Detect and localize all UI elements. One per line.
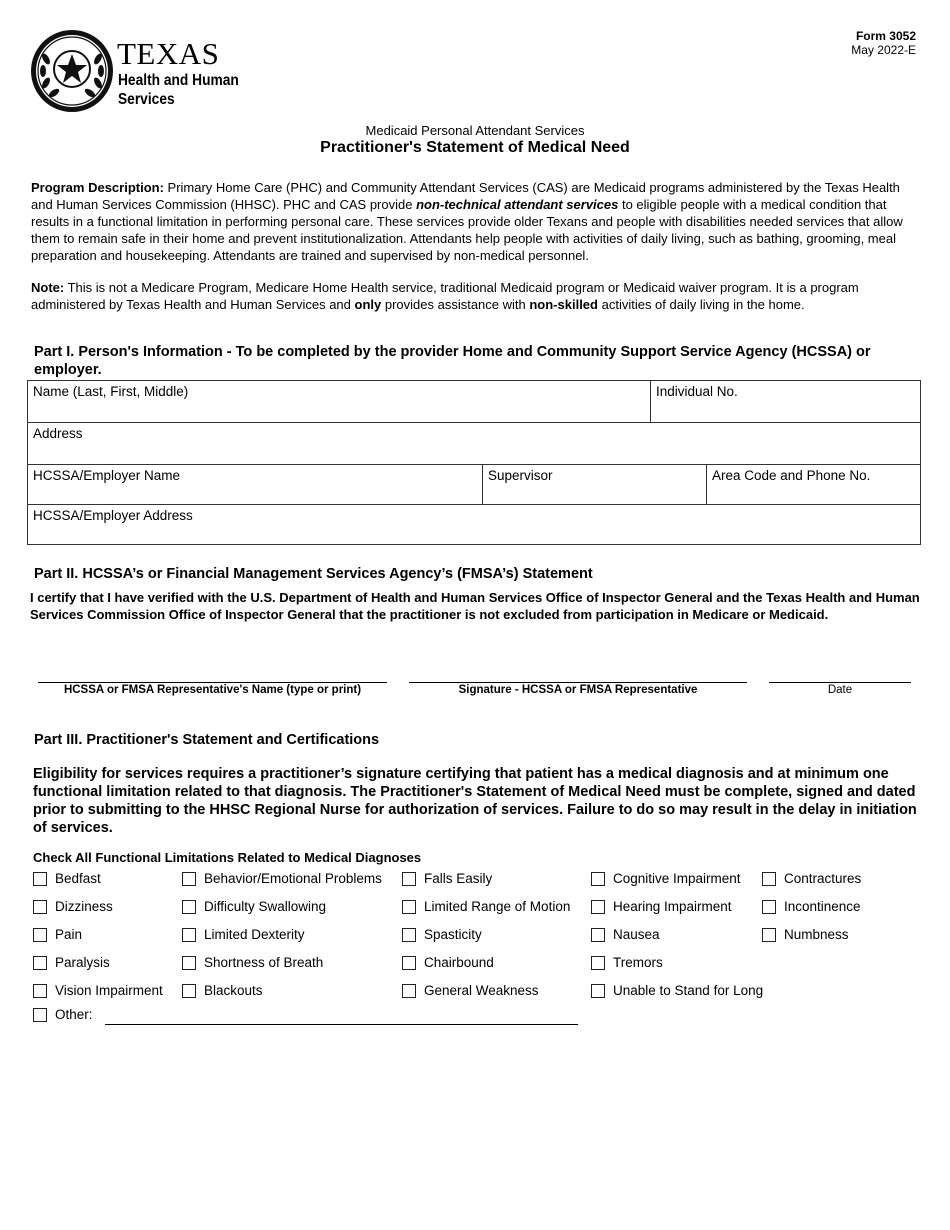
checkbox-limited-dexterity[interactable]: Limited Dexterity xyxy=(182,927,305,942)
phone-cell: Area Code and Phone No. xyxy=(706,465,922,504)
checkbox-spasticity[interactable]: Spasticity xyxy=(402,927,482,942)
name-field[interactable] xyxy=(32,399,646,419)
table-row xyxy=(28,505,920,546)
date-label: Date xyxy=(827,684,853,696)
checkbox[interactable] xyxy=(33,956,47,970)
program-description: Program Description: Primary Home Care (PHC) and Community Attendant Services (CAS) are Medicaid programs administered by the Texas Health and Human Services Commission (HHSC). PHC and CAS provide non-technical attendant services to eligible people with a medical condition that results in a functional limitation in performing personal care. These services provide older Texans and people with disabilities needed services that allow them to remain safe in their home and prevent institutionalization. Attendants help people with activities of daily living, such as bathing, grooming, meal preparation and housekeeping. Attendants are trained and supervised by non-medical personnel. xyxy=(31,180,903,263)
checkbox-limited-range-of-motion[interactable]: Limited Range of Motion xyxy=(402,899,570,914)
checkbox[interactable] xyxy=(591,928,605,942)
rep-name-label: HCSSA or FMSA Representative's Name (type or print) xyxy=(63,684,362,696)
form-number: Form 3052 xyxy=(855,29,916,43)
checkbox-other[interactable]: Other: xyxy=(33,1007,93,1022)
employer-address-cell: HCSSA/Employer Address xyxy=(28,505,922,546)
checkbox-numbness[interactable]: Numbness xyxy=(762,927,849,942)
checkbox[interactable] xyxy=(591,900,605,914)
part1-heading: Part I. Person's Information - To be completed by the provider Home and Community Support Service Agency (HCSSA) or employer. xyxy=(34,344,871,378)
checkbox-hearing-impairment[interactable]: Hearing Impairment xyxy=(591,899,732,914)
form-number-block xyxy=(851,29,916,57)
checkbox[interactable] xyxy=(182,956,196,970)
checkbox-tremors[interactable]: Tremors xyxy=(591,955,663,970)
checkbox[interactable] xyxy=(402,928,416,942)
checkbox-behavior-emotional-problems[interactable]: Behavior/Emotional Problems xyxy=(182,871,382,886)
table-row xyxy=(28,465,920,505)
checkbox-pain[interactable]: Pain xyxy=(33,927,82,942)
supervisor-cell: Supervisor xyxy=(482,465,706,504)
person-info-table xyxy=(27,380,921,545)
name-cell: Name (Last, First, Middle) xyxy=(28,381,650,422)
rep-name-line[interactable] xyxy=(38,682,387,683)
checkbox-paralysis[interactable]: Paralysis xyxy=(33,955,110,970)
signature-label: Signature - HCSSA or FMSA Representative xyxy=(458,684,698,696)
texas-seal-logo xyxy=(30,29,114,113)
checkbox[interactable] xyxy=(402,956,416,970)
signature-line[interactable] xyxy=(409,682,747,683)
checkbox[interactable] xyxy=(33,984,47,998)
checkbox-general-weakness[interactable]: General Weakness xyxy=(402,983,539,998)
phone-field[interactable] xyxy=(711,481,918,501)
checkbox[interactable] xyxy=(33,1008,47,1022)
checkbox-bedfast[interactable]: Bedfast xyxy=(33,871,101,886)
individual-no-field[interactable] xyxy=(655,399,918,419)
form-title: Practitioner's Statement of Medical Need xyxy=(320,139,630,156)
employer-name-cell: HCSSA/Employer Name xyxy=(28,465,482,504)
checkbox[interactable] xyxy=(402,984,416,998)
address-field[interactable] xyxy=(32,441,918,461)
address-cell: Address xyxy=(28,423,922,464)
eligibility-statement: Eligibility for services requires a practitioner’s signature certifying that patient has a medical diagnosis and at minimum one functional limitation related to that diagnosis. The Practitioner's Statement of Medical Need must be complete, signed and dated prior to submitting to the HHSC Regional Nurse for authorization of services. Failure to do so may result in the delay in initiation of services. xyxy=(33,766,917,836)
limitations-heading: Check All Functional Limitations Related to Medical Diagnoses xyxy=(33,850,422,865)
form-subtitle: Medicaid Personal Attendant Services xyxy=(365,123,585,138)
checkbox[interactable] xyxy=(402,872,416,886)
checkbox-blackouts[interactable]: Blackouts xyxy=(182,983,263,998)
checkbox[interactable] xyxy=(182,984,196,998)
logo-wordmark: TEXAS xyxy=(117,36,220,71)
form-revision-date: May 2022-E xyxy=(851,43,916,57)
date-line[interactable] xyxy=(769,682,911,683)
checkbox[interactable] xyxy=(591,956,605,970)
employer-address-field[interactable] xyxy=(32,523,918,543)
checkbox-chairbound[interactable]: Chairbound xyxy=(402,955,494,970)
part3-heading: Part III. Practitioner's Statement and Certifications xyxy=(34,732,380,748)
checkbox-cognitive-impairment[interactable]: Cognitive Impairment xyxy=(591,871,741,886)
checkbox-dizziness[interactable]: Dizziness xyxy=(33,899,113,914)
checkbox[interactable] xyxy=(762,872,776,886)
checkbox[interactable] xyxy=(591,984,605,998)
checkbox-difficulty-swallowing[interactable]: Difficulty Swallowing xyxy=(182,899,326,914)
table-row xyxy=(28,423,920,465)
checkbox[interactable] xyxy=(182,928,196,942)
checkbox[interactable] xyxy=(762,900,776,914)
checkbox-contractures[interactable]: Contractures xyxy=(762,871,861,886)
checkbox[interactable] xyxy=(591,872,605,886)
checkbox[interactable] xyxy=(33,928,47,942)
table-row xyxy=(28,381,920,423)
checkbox-falls-easily[interactable]: Falls Easily xyxy=(402,871,492,886)
checkbox-nausea[interactable]: Nausea xyxy=(591,927,660,942)
checkbox[interactable] xyxy=(762,928,776,942)
checkbox[interactable] xyxy=(33,872,47,886)
checkbox[interactable] xyxy=(33,900,47,914)
checkbox-incontinence[interactable]: Incontinence xyxy=(762,899,861,914)
checkbox-vision-impairment[interactable]: Vision Impairment xyxy=(33,983,163,998)
checkbox-shortness-of-breath[interactable]: Shortness of Breath xyxy=(182,955,323,970)
other-field-line[interactable] xyxy=(105,1024,578,1025)
checkbox[interactable] xyxy=(402,900,416,914)
checkbox[interactable] xyxy=(182,872,196,886)
individual-no-cell: Individual No. xyxy=(650,381,922,422)
part2-heading: Part II. HCSSA’s or Financial Management Services Agency’s (FMSA’s) Statement xyxy=(34,566,593,582)
logo-agency-name: Health and Human Services xyxy=(118,72,239,108)
program-note: Note: This is not a Medicare Program, Medicare Home Health service, traditional Medicaid program or Medicaid waiver program. It is a program administered by Texas Health and Human Services and only provides assistance with non-skilled activities of daily living in the home. xyxy=(31,280,859,312)
checkbox-unable-to-stand-for-long[interactable]: Unable to Stand for Long xyxy=(591,983,763,998)
supervisor-field[interactable] xyxy=(487,481,702,501)
certification-statement: I certify that I have verified with the U.S. Department of Health and Human Services Office of Inspector General and the Texas Health and Human Services Commission Office of Inspector General that the practitioner is not excluded from participation in Medicare or Medicaid. xyxy=(30,590,920,622)
checkbox[interactable] xyxy=(182,900,196,914)
employer-name-field[interactable] xyxy=(32,481,478,501)
